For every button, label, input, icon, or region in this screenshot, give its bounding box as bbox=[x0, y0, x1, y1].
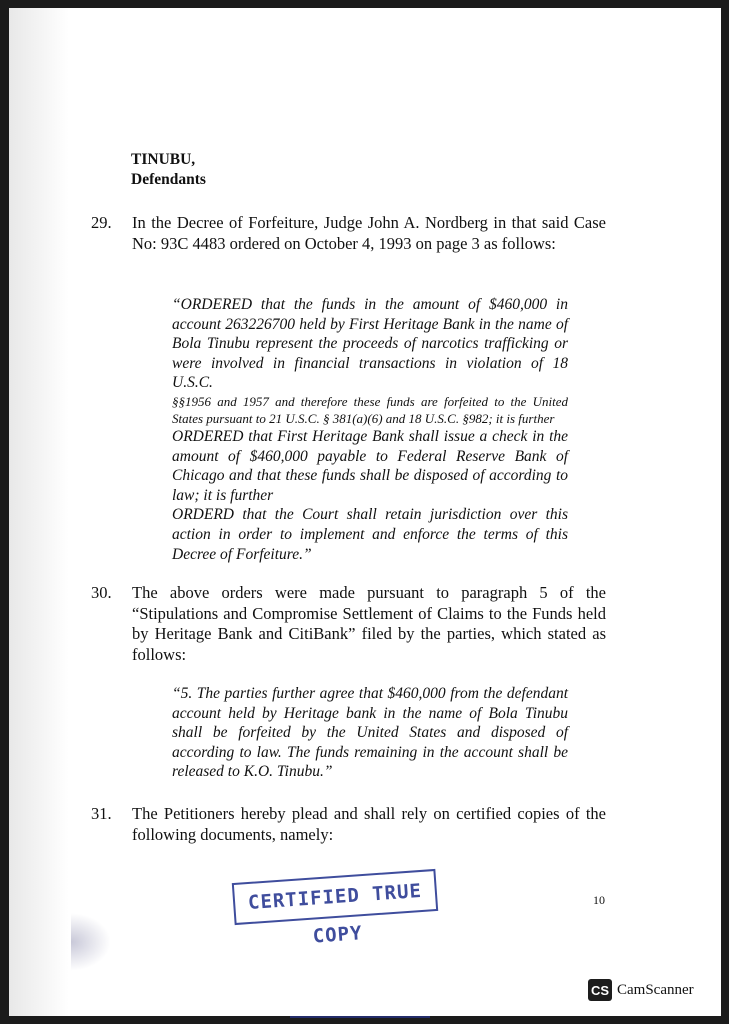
bottom-edge bbox=[0, 1016, 729, 1024]
paragraph-text: The Petitioners hereby plead and shall rely on certified copies of the following documents, namely: bbox=[132, 804, 606, 844]
caption-defendant-name: TINUBU, bbox=[131, 151, 196, 168]
camscanner-name: CamScanner bbox=[617, 981, 694, 998]
quote-text: “5. The parties further agree that $460,000 from the defendant account held by Heritage bank in the name of Bola Tinubu shall be forfeited by the United States and disposed of according to law. The funds remaining in the account shall be released to K.O. Tinubu.” bbox=[172, 685, 568, 781]
caption-defendants-label: Defendants bbox=[131, 171, 206, 188]
certified-true-copy-stamp: CERTIFIED TRUE COPY bbox=[232, 869, 438, 925]
scan-smudge bbox=[71, 913, 111, 971]
paragraph-text: The above orders were made pursuant to paragraph 5 of the “Stipulations and Compromise Settlement of Claims to the Funds held by Heritage Bank and CitiBank” filed by the parties, which stated as follows: bbox=[132, 583, 606, 664]
case-caption bbox=[131, 150, 206, 190]
paragraph-number: 31. bbox=[91, 804, 112, 823]
quote-order-2: ORDERED that First Heritage Bank shall issue a check in the amount of $460,000 payable to Federal Reserve Bank of Chicago and that these funds shall be disposed of according to law; it is further bbox=[172, 427, 568, 504]
quote-order-1: “ORDERED that the funds in the amount of $460,000 in account 263226700 held by First Heritage Bank in the name of Bola Tinubu represent the proceeds of narcotics trafficking or were involved in financial transactions in violation of 18 U.S.C. bbox=[172, 296, 568, 392]
quote-order-3: ORDERD that the Court shall retain jurisdiction over this action in order to implement and enforce the terms of this Decree of Forfeiture.” bbox=[172, 506, 568, 563]
page-number: 10 bbox=[593, 893, 605, 907]
paragraph-text: In the Decree of Forfeiture, Judge John A. Nordberg in that said Case No: 93C 4483 ordered on October 4, 1993 on page 3 as follows: bbox=[132, 213, 606, 253]
paragraph-number: 30. bbox=[91, 583, 112, 602]
quote-order-1-continued: §§1956 and 1957 and therefore these funds are forfeited to the United States pursuant to 21 U.S.C. § 381(a)(6) and 18 U.S.C. §982; it is further bbox=[172, 393, 568, 426]
page-shadow bbox=[9, 8, 69, 1016]
next-page-edge bbox=[290, 1016, 430, 1022]
decree-quote bbox=[172, 295, 568, 564]
camscanner-watermark bbox=[588, 978, 694, 1002]
document-page bbox=[9, 8, 721, 1016]
paragraph-number: 29. bbox=[91, 213, 112, 232]
stipulation-quote bbox=[172, 684, 568, 782]
camscanner-logo-icon: CS bbox=[588, 979, 612, 1001]
